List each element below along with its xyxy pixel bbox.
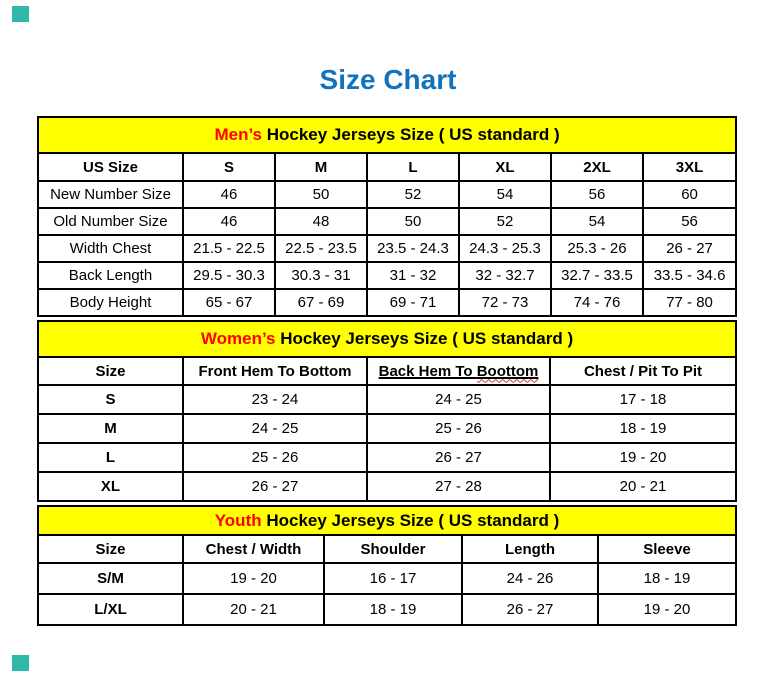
size-cell: 32.7 - 33.5 <box>551 262 643 289</box>
table-row <box>38 262 736 289</box>
mens-col-header: XL <box>459 153 551 181</box>
row-label: L <box>38 443 183 472</box>
size-cell: 56 <box>643 208 736 235</box>
row-label: Body Height <box>38 289 183 316</box>
size-cell: 23.5 - 24.3 <box>367 235 459 262</box>
page-title: Size Chart <box>319 64 457 95</box>
size-cell: 32 - 32.7 <box>459 262 551 289</box>
size-cell: 56 <box>551 181 643 208</box>
size-cell: 20 - 21 <box>550 472 736 501</box>
womens-section-band <box>38 321 736 357</box>
size-cell: 52 <box>459 208 551 235</box>
size-cell: 50 <box>275 181 367 208</box>
size-cell: 48 <box>275 208 367 235</box>
row-label: Back Length <box>38 262 183 289</box>
spellcheck-underline: Boottom <box>476 362 539 380</box>
size-cell: 18 - 19 <box>324 594 462 625</box>
row-label: New Number Size <box>38 181 183 208</box>
size-cell: 74 - 76 <box>551 289 643 316</box>
mens-col-header: 3XL <box>643 153 736 181</box>
mens-col-header: L <box>367 153 459 181</box>
size-cell: 52 <box>367 181 459 208</box>
table-row <box>38 472 736 501</box>
womens-section-title-rest: Hockey Jerseys Size ( US standard ) <box>275 329 574 348</box>
table-row <box>38 385 736 414</box>
row-label: Width Chest <box>38 235 183 262</box>
size-cell: 18 - 19 <box>598 563 736 594</box>
table-row <box>38 563 736 594</box>
youth-section-title-rest: Hockey Jerseys Size ( US standard ) <box>261 510 560 530</box>
mens-col-header: US Size <box>38 153 183 181</box>
size-cell: 17 - 18 <box>550 385 736 414</box>
size-cell: 69 - 71 <box>367 289 459 316</box>
size-cell: 60 <box>643 181 736 208</box>
size-cell: 72 - 73 <box>459 289 551 316</box>
youth-col-header: Chest / Width <box>183 535 324 563</box>
table-row <box>38 594 736 625</box>
row-label: S <box>38 385 183 414</box>
table-row <box>38 443 736 472</box>
womens-header-row <box>38 357 736 385</box>
size-cell: 24 - 25 <box>367 385 550 414</box>
size-cell: 24 - 26 <box>462 563 598 594</box>
size-cell: 25 - 26 <box>183 443 367 472</box>
size-cell: 20 - 21 <box>183 594 324 625</box>
size-cell: 33.5 - 34.6 <box>643 262 736 289</box>
youth-section-title <box>38 506 736 535</box>
mens-section-band <box>38 117 736 153</box>
size-cell: 26 - 27 <box>367 443 550 472</box>
size-cell: 25.3 - 26 <box>551 235 643 262</box>
youth-header-row <box>38 535 736 563</box>
size-cell: 27 - 28 <box>367 472 550 501</box>
womens-col-header: Front Hem To Bottom <box>183 357 367 385</box>
youth-section-title-accent: Youth <box>214 510 262 530</box>
youth-section-band <box>38 506 736 535</box>
size-cell: 21.5 - 22.5 <box>183 235 275 262</box>
youth-col-header: Shoulder <box>324 535 462 563</box>
size-cell: 54 <box>551 208 643 235</box>
size-cell: 26 - 27 <box>462 594 598 625</box>
selection-handle-icon-top <box>12 6 29 22</box>
size-cell: 30.3 - 31 <box>275 262 367 289</box>
womens-col-header: Size <box>38 357 183 385</box>
size-cell: 26 - 27 <box>183 472 367 501</box>
table-row <box>38 208 736 235</box>
womens-col-header: Chest / Pit To Pit <box>550 357 736 385</box>
size-cell: 29.5 - 30.3 <box>183 262 275 289</box>
size-cell: 77 - 80 <box>643 289 736 316</box>
size-cell: 67 - 69 <box>275 289 367 316</box>
mens-col-header: 2XL <box>551 153 643 181</box>
womens-section-title-accent: Women’s <box>200 329 276 348</box>
row-label: S/M <box>38 563 183 594</box>
womens-size-table <box>37 320 737 502</box>
youth-col-header: Sleeve <box>598 535 736 563</box>
row-label: XL <box>38 472 183 501</box>
size-cell: 18 - 19 <box>550 414 736 443</box>
size-cell: 46 <box>183 181 275 208</box>
size-cell: 50 <box>367 208 459 235</box>
mens-section-title-rest: Hockey Jerseys Size ( US standard ) <box>262 125 560 144</box>
womens-section-title <box>38 321 736 357</box>
back-hem-header: Back Hem To Boottom <box>378 362 539 380</box>
size-cell: 54 <box>459 181 551 208</box>
size-cell: 65 - 67 <box>183 289 275 316</box>
youth-size-table <box>37 505 737 626</box>
mens-header-row <box>38 153 736 181</box>
size-cell: 46 <box>183 208 275 235</box>
size-cell: 23 - 24 <box>183 385 367 414</box>
size-cell: 19 - 20 <box>183 563 324 594</box>
mens-section-title-accent: Men’s <box>214 125 262 144</box>
size-cell: 19 - 20 <box>598 594 736 625</box>
mens-col-header: S <box>183 153 275 181</box>
mens-size-table <box>37 116 737 317</box>
row-label: Old Number Size <box>38 208 183 235</box>
womens-col-header <box>367 357 550 385</box>
size-cell: 24.3 - 25.3 <box>459 235 551 262</box>
size-cell: 16 - 17 <box>324 563 462 594</box>
size-cell: 31 - 32 <box>367 262 459 289</box>
youth-col-header: Size <box>38 535 183 563</box>
youth-col-header: Length <box>462 535 598 563</box>
size-cell: 22.5 - 23.5 <box>275 235 367 262</box>
mens-section-title <box>38 117 736 153</box>
size-cell: 19 - 20 <box>550 443 736 472</box>
row-label: M <box>38 414 183 443</box>
table-row <box>38 289 736 316</box>
mens-col-header: M <box>275 153 367 181</box>
selection-handle-icon-bottom <box>12 655 29 671</box>
table-row <box>38 181 736 208</box>
row-label: L/XL <box>38 594 183 625</box>
table-row <box>38 235 736 262</box>
table-row <box>38 414 736 443</box>
size-cell: 26 - 27 <box>643 235 736 262</box>
size-cell: 24 - 25 <box>183 414 367 443</box>
size-chart <box>37 116 735 626</box>
size-cell: 25 - 26 <box>367 414 550 443</box>
